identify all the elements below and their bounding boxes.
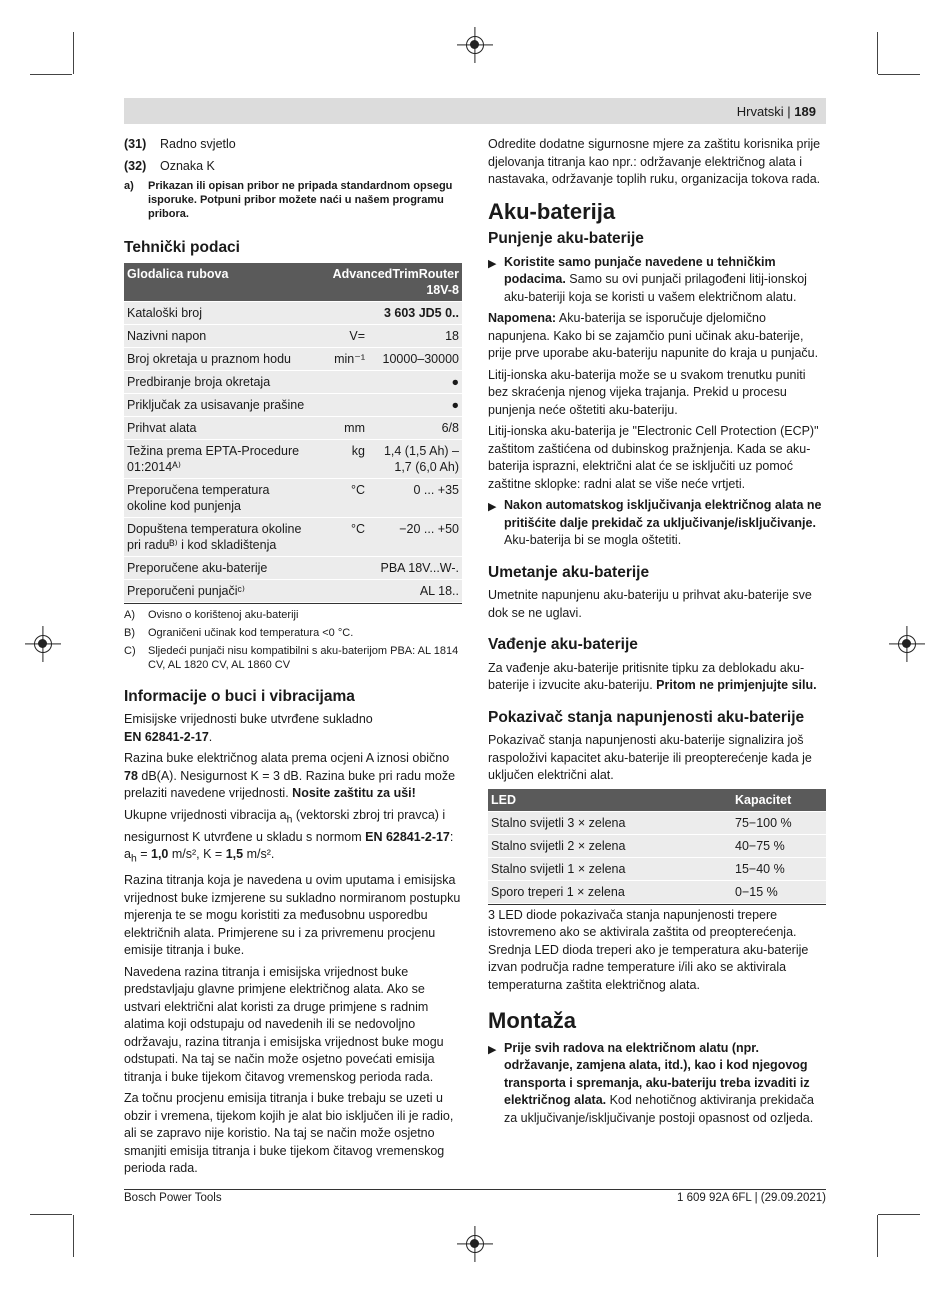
- row-unit: mm: [314, 416, 368, 439]
- text: .: [208, 729, 213, 744]
- capacity-value: 0−15 %: [732, 880, 826, 903]
- crop-mark: [30, 74, 72, 75]
- note-label: Napomena:: [488, 311, 557, 325]
- footer-brand: Bosch Power Tools: [124, 1192, 222, 1204]
- capacity-value: 75−100 %: [732, 811, 826, 834]
- row-unit: [314, 301, 368, 324]
- tech-data-heading: Tehnički podaci: [124, 239, 240, 256]
- led-header: LED: [488, 789, 732, 812]
- noise-paragraph: [124, 711, 462, 746]
- registration-mark-icon: [466, 36, 484, 54]
- text: Za vađenje aku-baterije pritisnite tipku za deblokadu aku-baterije i izvucite aku-bateriju.: [488, 660, 805, 692]
- table-row: [124, 393, 462, 416]
- remove-heading: Vađenje aku-baterije: [488, 636, 638, 653]
- row-unit: [314, 579, 368, 602]
- table-row: [124, 579, 462, 602]
- row-label: Dopuštena temperatura okoline pri raduᴮ⁾ i kod skladištenja: [124, 517, 314, 556]
- insert-heading: Umetanje aku-baterije: [488, 563, 650, 581]
- row-unit: kg: [314, 439, 368, 478]
- charging-heading: Punjenje aku-baterije: [488, 230, 644, 247]
- text: :: [449, 829, 454, 844]
- registration-mark-icon: [898, 635, 916, 653]
- text: =: [136, 847, 151, 861]
- table-footnote: [124, 644, 462, 672]
- led-state: Stalno svijetli 3 × zelena: [488, 811, 732, 834]
- indicator-heading: Pokazivač stanja napunjenosti aku-baterije: [488, 708, 805, 726]
- crop-mark: [73, 32, 74, 74]
- remove-paragraph: [488, 660, 826, 695]
- page-number: 189: [794, 104, 816, 119]
- triangle-right-icon: ▶: [488, 501, 497, 513]
- bullet-bold: Koristite samo punjače navedene u tehničkim podacima.: [504, 254, 776, 286]
- text: m/s², K =: [168, 847, 226, 861]
- row-value: 3 603 JD5 0..: [368, 301, 462, 324]
- li-paragraph: Litij-ionska aku-baterija može se u svakom trenutku puniti bez skraćenja njenog vijeka trajanja. Prekid u procesu punjenja neće oštetiti aku-bateriju.: [488, 367, 806, 417]
- row-unit: [314, 393, 368, 416]
- registration-mark-icon: [466, 1235, 484, 1253]
- legend-note-text: Prikazan ili opisan pribor ne pripada standardnom opsegu isporuke. Potpuni pribor možete naći u našem programu pribora.: [148, 180, 453, 220]
- table-header-value: AdvancedTrimRouter 18V-8: [314, 263, 462, 302]
- standard-ref: EN 62841-2-17: [365, 829, 450, 844]
- row-unit: [314, 556, 368, 579]
- table-row: [124, 478, 462, 517]
- table-row: [488, 857, 826, 880]
- legend-text: Oznaka K: [160, 158, 215, 173]
- crop-mark: [878, 1214, 920, 1215]
- row-unit: V=: [314, 324, 368, 347]
- noise-paragraph: Za točnu procjenu emisija titranja i buke trebaju se uzeti u obzir i vremena, tijekom kojih je alat bio isključen ili je radio, ali se zapravo nije koristio. Na taj se način može osjetno smanjiti emisija titranja i buke tijekom čitavog vremenskog perioda rada.: [124, 1091, 454, 1175]
- note-text: Aku-baterija se isporučuje djelomično napunjena. Kako bi se zajamčio puni učinak aku-baterije, prije prve uporabe aku-bateriju napunite do kraja u punjaču.: [488, 311, 819, 360]
- footnote-mark: C): [124, 644, 136, 657]
- led-paragraph: 3 LED diode pokazivača stanja napunjenosti trepere istovremeno ako se aktivirala zaštita od preopterećenja. Srednja LED dioda treperi ako je temperatura aku-baterije izvan područja radne temperature i/ili ako se aktivirala temperaturna zaštita električnog alata.: [488, 907, 809, 992]
- mount-heading: Montaža: [488, 1008, 576, 1033]
- row-value: 10000–30000: [368, 347, 462, 370]
- left-column: [124, 136, 462, 1182]
- bullet-text: Kod nehotičnog aktiviranja prekidača za uključivanje/isključivanje postoji opasnost od ozljeda.: [504, 1093, 814, 1125]
- battery-heading: Aku-baterija: [488, 198, 616, 224]
- intro-paragraph: Odredite dodatne sigurnosne mjere za zaštitu korisnika prije djelovanja titranja kao npr.: održavanje električnog alata i nastavaka, održavanje toplih ruku, organizacija tokova rada.: [488, 137, 821, 186]
- header-bar: [124, 98, 826, 124]
- vibration-paragraph: [124, 807, 462, 869]
- led-table: [488, 789, 826, 904]
- row-unit: °C: [314, 517, 368, 556]
- table-row: [124, 439, 462, 478]
- crop-mark: [73, 1215, 74, 1257]
- row-unit: [314, 370, 368, 393]
- row-label: Preporučeni punjačiᶜ⁾: [124, 579, 314, 602]
- legend-note-mark: a): [124, 180, 134, 192]
- mount-bullet: [488, 1040, 826, 1128]
- text: (vektorski zbroj tri pravca) i nesigurnost K utvrđene u skladu s normom: [124, 807, 446, 844]
- bullet-bold: Prije svih radova na električnom alatu (npr. održavanje, zamjena alata, itd.), kao i kod njegovog transporta i spremanja, aku-bateriju treba izvaditi iz električnog alata.: [504, 1040, 810, 1107]
- triangle-right-icon: ▶: [488, 257, 497, 270]
- table-row: [124, 370, 462, 393]
- triangle-right-icon: ▶: [488, 1043, 497, 1056]
- warning-text: Nosite zaštitu za uši!: [292, 786, 416, 800]
- insert-paragraph: Umetnite napunjenu aku-bateriju u prihvat aku-baterije sve dok se ne uglavi.: [488, 588, 812, 620]
- crop-mark: [877, 32, 878, 74]
- warning-text: Pritom ne primjenjujte silu.: [656, 678, 817, 692]
- noise-paragraph: Navedena razina titranja i emisijska vrijednost buke predstavljaju glavne primjene električnog alata. Ako se ustvari električni alat koristi za druge primjene s radnim alatima koji odstupaju od navedenih ili se nedovoljno održavaju, razina titranja i emisijska vrijednost buke mogu odstupati. Na taj se način može osjetno povećati emisija titranja i buke tijekom čitavog vremenskog perioda rada.: [124, 964, 444, 1084]
- crop-mark: [878, 74, 920, 75]
- auto-off-bullet: [488, 497, 826, 550]
- note-paragraph: [488, 310, 826, 363]
- table-row: [124, 556, 462, 579]
- footnote-text: Ograničeni učinak kod temperatura <0 °C.: [148, 626, 354, 639]
- noise-value: 78: [124, 768, 138, 783]
- row-label: Broj okretaja u praznom hodu: [124, 347, 314, 370]
- header-language: Hrvatski: [736, 104, 784, 119]
- li-paragraph: Litij-ionska aku-baterija je "Electronic Cell Protection (ECP)" zaštitom zaštićena od dubinskog pražnjenja. Kada se aku-baterija isprazni, električni alat će se isključiti uz pomoć zaštitne sklopke: radni alat se više neće vrtjeti.: [488, 424, 819, 491]
- footer-rule: [124, 1189, 826, 1190]
- legend-number: (31): [124, 137, 147, 151]
- uncertainty-value: 1,5: [225, 847, 244, 861]
- row-value: PBA 18V...W-.: [368, 556, 462, 579]
- vibration-value: 1,0: [151, 847, 169, 861]
- bullet-text: Aku-baterija bi se mogla oštetiti.: [504, 533, 682, 547]
- right-column: [488, 136, 826, 1131]
- text: Emisijske vrijednosti buke utvrđene sukladno: [124, 712, 373, 726]
- legend-note: [124, 179, 462, 221]
- footer-doc-number: 1 609 92A 6FL | (29.09.2021): [677, 1192, 826, 1204]
- text: dB(A). Nesigurnost K = 3 dB. Razina buke pri radu može prelaziti navedene vrijednosti.: [124, 768, 456, 800]
- footnote-mark: B): [124, 626, 135, 639]
- noise-paragraph: Razina titranja koja je navedena u ovim uputama i emisijska vrijednost buke izmjerene su sukladno normiranom postupku mjerenja te se mogu koristiti za međusobnu usporedbu električnih alata. Primjerene su i za privremenu procjenu emisije titranja i buke.: [124, 873, 461, 957]
- crop-mark: [877, 1215, 878, 1257]
- row-label: Predbiranje broja okretaja: [124, 370, 314, 393]
- bullet-text: Samo su ovi punjači prilagođeni litij-ionskoj aku-bateriji koja se koristi u vašem električnom alatu.: [504, 272, 807, 304]
- row-label: Kataloški broj: [124, 301, 314, 324]
- subscript: h: [130, 853, 137, 865]
- row-label: Preporučene aku-baterije: [124, 556, 314, 579]
- table-footnote: [124, 626, 462, 640]
- table-row: [488, 834, 826, 857]
- row-label: Preporučena temperatura okoline kod punjenja: [124, 478, 314, 517]
- row-value: AL 18..: [368, 579, 462, 602]
- capacity-value: 15−40 %: [732, 857, 826, 880]
- footnote-text: Sljedeći punjači nisu kompatibilni s aku-baterijom PBA: AL 1814 CV, AL 1820 CV, AL 1860 CV: [148, 644, 459, 671]
- noise-paragraph: [124, 750, 462, 803]
- led-state: Stalno svijetli 1 × zelena: [488, 857, 732, 880]
- legend-number: (32): [124, 158, 147, 173]
- table-row: [124, 324, 462, 347]
- row-value: −20 ... +50: [368, 517, 462, 556]
- table-row: [488, 880, 826, 903]
- text: a: [124, 847, 131, 861]
- text: Razina buke električnog alata prema ocjeni A iznosi obično: [124, 751, 450, 765]
- bullet-bold: Nakon automatskog isključivanja električnog alata ne pritišćite dalje prekidač za uključivanje/isključivanje.: [504, 498, 822, 530]
- subscript: h: [286, 814, 293, 825]
- legend-item: [124, 136, 462, 154]
- charging-bullet: [488, 254, 826, 307]
- legend-text: Radno svjetlo: [160, 137, 236, 151]
- noise-heading: Informacije o buci i vibracijama: [124, 687, 355, 705]
- bullet-dot-icon: ●: [368, 393, 462, 416]
- table-header-row: [488, 789, 826, 812]
- bullet-dot-icon: ●: [368, 370, 462, 393]
- table-row: [124, 347, 462, 370]
- table-footnote: [124, 608, 462, 622]
- table-row: [488, 811, 826, 834]
- row-value: 0 ... +35: [368, 478, 462, 517]
- indicator-paragraph: Pokazivač stanja napunjenosti aku-baterije signalizira još raspoloživi kapacitet aku-baterije ili preopterećenje kada je uključen električni alat.: [488, 733, 812, 782]
- legend-item: [124, 158, 462, 176]
- row-label: Prihvat alata: [124, 416, 314, 439]
- footnote-text: Ovisno o korištenoj aku-bateriji: [148, 608, 299, 621]
- led-state: Sporo treperi 1 × zelena: [488, 880, 732, 903]
- text: m/s².: [243, 847, 275, 861]
- row-value: 6/8: [368, 416, 462, 439]
- row-unit: °C: [314, 478, 368, 517]
- row-value: 18: [368, 324, 462, 347]
- capacity-header: Kapacitet: [732, 789, 826, 812]
- page-header: Hrvatski | 189: [736, 104, 816, 119]
- table-header-label: Glodalica rubova: [124, 263, 314, 302]
- text: Ukupne vrijednosti vibracija a: [124, 807, 287, 822]
- registration-mark-icon: [34, 635, 52, 653]
- table-row: [124, 301, 462, 324]
- row-unit: min⁻¹: [314, 347, 368, 370]
- standard-ref: EN 62841-2-17: [124, 729, 209, 744]
- table-row: [124, 517, 462, 556]
- row-label: Težina prema EPTA-Procedure 01:2014ᴬ⁾: [124, 439, 314, 478]
- led-state: Stalno svijetli 2 × zelena: [488, 834, 732, 857]
- crop-mark: [30, 1214, 72, 1215]
- row-label: Priključak za usisavanje prašine: [124, 393, 314, 416]
- footnote-mark: A): [124, 608, 135, 621]
- row-value: 1,4 (1,5 Ah) – 1,7 (6,0 Ah): [368, 439, 462, 478]
- table-header-row: [124, 263, 462, 302]
- tech-data-table: [124, 263, 462, 603]
- row-label: Nazivni napon: [124, 324, 314, 347]
- capacity-value: 40−75 %: [732, 834, 826, 857]
- table-row: [124, 416, 462, 439]
